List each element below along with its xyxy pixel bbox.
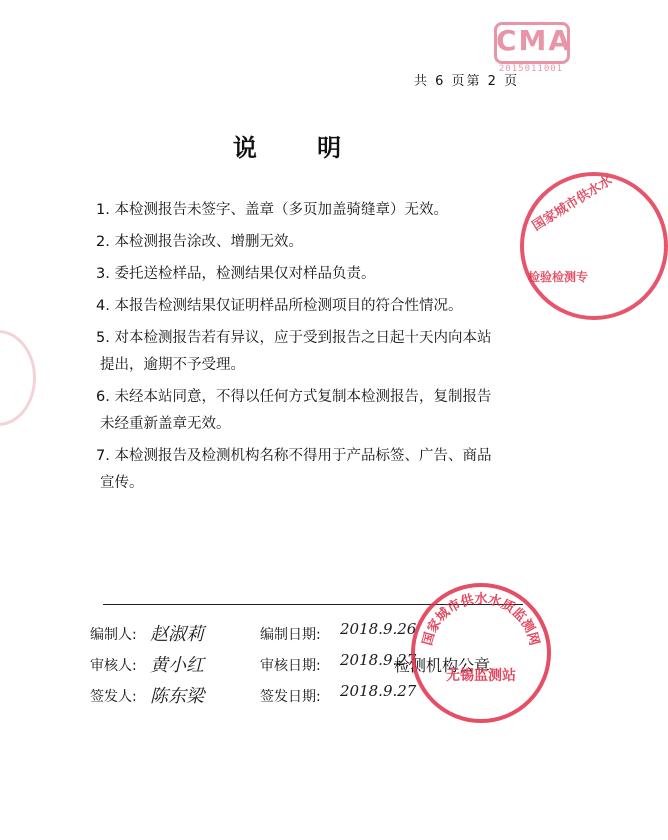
side-seal-text: 国家城市供水水	[529, 173, 615, 235]
note-line: 3. 委托送检样品，检测结果仅对样品负责。	[96, 266, 376, 282]
note-line: 4. 本报告检测结果仅证明样品所检测项目的符合性情况。	[96, 298, 463, 314]
note-item	[96, 384, 516, 438]
note-line-continued: 宣传。	[100, 475, 144, 491]
note-line: 7. 本检测报告及检测机构名称不得用于产品标签、广告、商品	[96, 448, 492, 464]
editor-signature: 赵淑莉	[150, 624, 204, 645]
note-line-continued: 提出，逾期不予受理。	[100, 357, 245, 373]
page-indicator: 共 6 页第 2 页	[414, 74, 520, 89]
page-title: 说 明	[232, 134, 368, 162]
official-seal-ring-text: 国家城市供水水质监测网	[420, 592, 542, 648]
issue-date-label: 签发日期:	[260, 689, 321, 705]
review-date-label: 审核日期:	[260, 658, 321, 674]
note-line: 2. 本检测报告涂改、增删无效。	[96, 234, 303, 250]
note-item	[96, 293, 516, 320]
edit-date-value: 2018.9.26	[340, 620, 417, 638]
notes-list	[96, 197, 516, 502]
note-item	[96, 197, 516, 224]
cma-number: 2015011001	[498, 64, 564, 74]
reviewer-signature: 黄小红	[150, 655, 204, 676]
note-line-continued: 未经重新盖章无效。	[100, 416, 231, 432]
seal-label: 检测机构公章	[394, 656, 491, 675]
reviewer-label: 审核人:	[90, 658, 137, 674]
note-line: 1. 本检测报告未签字、盖章（多页加盖骑缝章）无效。	[96, 202, 448, 218]
official-seal	[408, 580, 554, 726]
cma-mark: CMA	[496, 24, 573, 57]
issue-date-value: 2018.9.27	[340, 682, 417, 700]
note-item	[96, 229, 516, 256]
note-item	[96, 325, 516, 379]
side-seal-subtext: 检验检测专	[528, 270, 589, 284]
issuer-signature: 陈东梁	[150, 686, 204, 707]
official-seal-center-text: 无锡监测站	[446, 668, 516, 684]
note-item	[96, 261, 516, 288]
faint-margin-stamp	[0, 330, 36, 426]
note-line: 5. 对本检测报告若有异议，应于受到报告之日起十天内向本站	[96, 330, 492, 346]
note-line: 6. 未经本站同意，不得以任何方式复制本检测报告，复制报告	[96, 389, 492, 405]
issuer-label: 签发人:	[90, 689, 137, 705]
edit-date-label: 编制日期:	[260, 627, 321, 643]
note-item	[96, 443, 516, 497]
review-date-value: 2018.9.27	[340, 651, 417, 669]
editor-label: 编制人:	[90, 627, 137, 643]
